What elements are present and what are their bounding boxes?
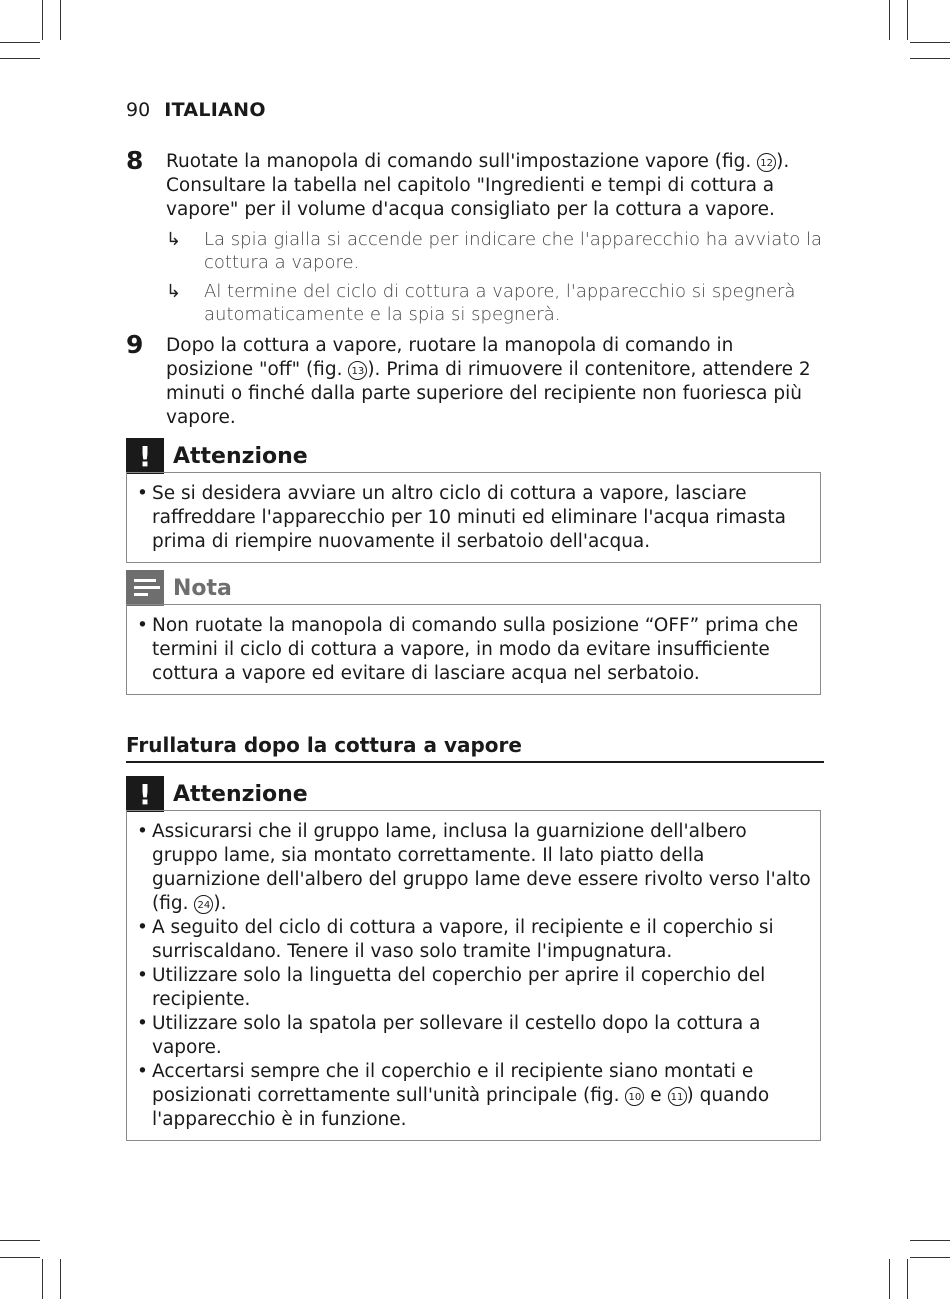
crop-mark [910, 58, 950, 59]
crop-mark [0, 1257, 40, 1258]
crop-mark [910, 42, 950, 43]
crop-mark [889, 1259, 890, 1299]
language-label: ITALIANO [164, 99, 266, 121]
step-8 [126, 146, 826, 326]
bullet-icon: • [137, 1013, 148, 1034]
step-number: 8 [126, 146, 144, 175]
crop-mark [42, 1259, 43, 1299]
crop-mark [60, 0, 61, 40]
list-item: • A seguito del ciclo di cottura a vapore, il recipiente e il coperchio si surriscaldano. Tenere il vaso solo tramite l'impugnatura. [137, 917, 774, 962]
note-icon [126, 570, 164, 606]
list-item: • Se si desidera avviare un altro ciclo di cottura a vapore, lasciare raffreddare l'apparecchio per 10 minuti ed eliminare l'acqua rimasta prima di riempire nuovamente il serbatoio dell'acqua. [137, 483, 786, 552]
caution-title: Attenzione [173, 443, 308, 469]
caution-title: Attenzione [173, 781, 308, 807]
crop-mark [907, 1259, 908, 1299]
page-header [126, 99, 266, 121]
figure-ref: 24 [194, 895, 213, 914]
figure-ref: 12 [757, 153, 776, 172]
warning-icon: ! [126, 776, 164, 812]
crop-mark [42, 0, 43, 40]
figure-ref: 13 [348, 361, 367, 380]
crop-mark [0, 58, 40, 59]
list-item: • Non ruotate la manopola di comando sulla posizione “OFF” prima che termini il ciclo di cottura a vapore, in modo da evitare insufficiente cottura a vapore ed evitare di lasciare acqua nel serbatoio. [137, 615, 799, 684]
crop-mark [910, 1257, 950, 1258]
step-text: Ruotate la manopola di comando sull'impostazione vapore (fig. 12 ). Consultare la tabella nel capitolo "Ingredienti e tempi di cottura a vapore" per il volume d'acqua consigliato per la cottura a vapore. [166, 151, 790, 220]
note-heading [126, 570, 232, 606]
bullet-icon: • [137, 965, 148, 986]
list-item: • Utilizzare solo la spatola per sollevare il cestello dopo la cottura a vapore. [137, 1013, 761, 1058]
step-9 [126, 330, 826, 430]
section-heading: Frullatura dopo la cottura a vapore [126, 733, 824, 763]
caution-heading [126, 776, 308, 812]
bullet-icon: • [137, 483, 148, 504]
result-arrow-icon: ↳ [166, 281, 182, 302]
bullet-icon: • [137, 917, 148, 938]
step-result: ↳ La spia gialla si accende per indicare che l'apparecchio ha avviato la cottura a vapore. [166, 229, 823, 273]
bullet-icon: • [137, 821, 148, 842]
warning-icon: ! [126, 438, 164, 474]
crop-mark [0, 42, 40, 43]
list-item: • Utilizzare solo la linguetta del coperchio per aprire il coperchio del recipiente. [137, 965, 766, 1010]
caution-box [126, 472, 821, 563]
bullet-icon: • [137, 615, 148, 636]
crop-mark [889, 0, 890, 40]
crop-mark [910, 1240, 950, 1241]
step-result: ↳ Al termine del ciclo di cottura a vapore, l'apparecchio si spegnerà automaticamente e la spia si spegnerà. [166, 281, 796, 325]
caution-heading [126, 438, 308, 474]
step-text: Dopo la cottura a vapore, ruotare la manopola di comando in posizione "off" (fig. 13 ). Prima di rimuovere il contenitore, attendere 2 minuti o finché dalla parte superiore del recipiente non fuoriesca più vapore. [166, 335, 811, 428]
caution-box [126, 810, 821, 1141]
list-item: • Accertarsi sempre che il coperchio e il recipiente siano montati e posizionati correttamente sull'unità principale (fig. 10 e 11 ) quando l'apparecchio è in funzione. [137, 1061, 770, 1130]
note-title: Nota [173, 575, 232, 601]
figure-ref: 10 [625, 1087, 644, 1106]
list-item: • Assicurarsi che il gruppo lame, inclusa la guarnizione dell'albero gruppo lame, sia montato correttamente. Il lato piatto della guarnizione dell'albero del gruppo lame deve essere rivolto verso l'alto (fig. 24 ). [137, 821, 811, 914]
crop-mark [907, 0, 908, 40]
crop-mark [0, 1240, 40, 1241]
crop-mark [60, 1259, 61, 1299]
bullet-icon: • [137, 1061, 148, 1082]
step-number: 9 [126, 330, 144, 359]
result-arrow-icon: ↳ [166, 229, 182, 250]
page-number: 90 [126, 99, 151, 121]
figure-ref: 11 [668, 1087, 687, 1106]
note-box [126, 604, 821, 695]
